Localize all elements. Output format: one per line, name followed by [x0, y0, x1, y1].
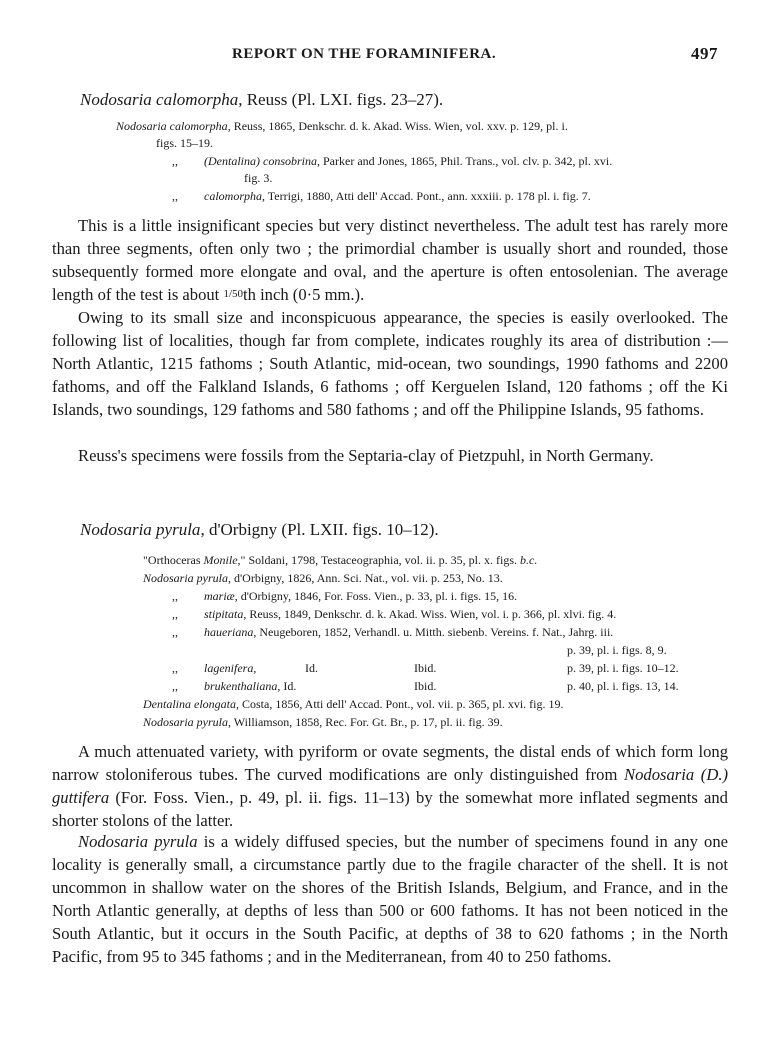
species-authority: , Reuss (Pl. LXI. figs. 23–27). [238, 90, 444, 109]
synonym-line-cont: p. 39, pl. i. figs. 8, 9. [567, 643, 667, 657]
species-heading-pyrula [80, 520, 439, 540]
synonym-line: Nodosaria pyrula, Williamson, 1858, Rec. For. Gt. Br., p. 17, pl. ii. fig. 39. [143, 715, 503, 729]
synonym-line: ,, haueriana, Neugeboren, 1852, Verhandl. u. Mitth. siebenb. Vereins. f. Nat., Jahrg. iii. [172, 625, 614, 639]
synonym-line: Nodosaria pyrula, d'Orbigny, 1826, Ann. Sci. Nat., vol. vii. p. 253, No. 13. [143, 571, 503, 585]
running-title: REPORT ON THE FORAMINIFERA. [232, 46, 497, 62]
synonym-line: "Orthoceras Monile," Soldani, 1798, Testaceographia, vol. ii. p. 35, pl. x. figs. b.c. [143, 553, 538, 567]
synonym-line: ,, brukenthaliana, Id. Ibid. p. 40, pl. i. figs. 13, 14. [172, 679, 679, 693]
species-name: Nodosaria pyrula [80, 520, 201, 539]
synonym-line: ,, (Dentalina) consobrina, Parker and Jones, 1865, Phil. Trans., vol. clv. p. 342, pl. xvi. [172, 154, 613, 168]
synonym-line: ,, lagenifera, Id. Ibid. p. 39, pl. i. figs. 10–12. [172, 661, 679, 675]
synonym-line-cont: fig. 3. [244, 171, 273, 185]
species-name: Nodosaria calomorpha [80, 90, 239, 109]
fraction: 1/50 [223, 288, 244, 300]
paragraph: Nodosaria pyrula is a widely diffused species, but the number of specimens found in any one locality is generally small, a circumstance partly due to the fragile character of the shell. It is not uncommon in shallow water on the shores of the British Islands, Belgium, and France, and in the North Atlantic generally, at depths of less than 500 or 600 fathoms. It has not been noticed in the South Atlantic, but it occurs in the South Pacific, at depths of 38 to 620 fathoms ; in the North Pacific, from 95 to 345 fathoms ; and in the Mediterranean, from 40 to 250 fathoms. [52, 832, 728, 966]
running-header [0, 44, 776, 68]
paragraph: This is a little insignificant species but very distinct nevertheless. The adult test has rarely more than three segments, often only two ; the primordial chamber is usually short and rounded, those subsequently formed more elongate and oval, and the aperture is often entosolenian. The average length of the test is about 1/50th inch (0·5 mm.). [52, 216, 728, 304]
paragraph: Owing to its small size and inconspicuous appearance, the species is easily overlooked. The following list of localities, though far from complete, indicates roughly its area of distribution :—North Atlantic, 1215 fathoms ; South Atlantic, mid-ocean, two soundings, 1990 fathoms and 2200 fathoms, and off the Falkland Islands, 6 fathoms ; off Kerguelen Island, 120 fathoms ; off the Ki Islands, two soundings, 129 fathoms and 580 fathoms ; and off the Philippine Islands, 95 fathoms. [52, 308, 728, 419]
synonym-line-cont: figs. 15–19. [156, 136, 213, 150]
synonym-line: ,, mariæ, d'Orbigny, 1846, For. Foss. Vien., p. 33, pl. i. figs. 15, 16. [172, 589, 518, 603]
paragraph: A much attenuated variety, with pyriform or ovate segments, the distal ends of which form long narrow stoloniferous tubes. The curved modifications are only distinguished from Nodosaria (D.) guttifera (For. Foss. Vien., p. 49, pl. ii. figs. 11–13) by the somewhat more inflated segments and shorter stolons of the latter. [52, 742, 728, 830]
synonym-line: Dentalina elongata, Costa, 1856, Atti dell' Accad. Pont., vol. vii. p. 365, pl. xvi. fig. 19. [143, 697, 564, 711]
synonym-line: ,, stipitata, Reuss, 1849, Denkschr. d. k. Akad. Wiss. Wien, vol. i. p. 366, pl. xlvi. fig. 4. [172, 607, 617, 621]
synonym-line: ,, calomorpha, Terrigi, 1880, Atti dell' Accad. Pont., ann. xxxiii. p. 178 pl. i. fig. 7. [172, 189, 591, 203]
page-number: 497 [691, 44, 718, 63]
species-heading-calomorpha [80, 90, 443, 110]
paragraph: Reuss's specimens were fossils from the Septaria-clay of Pietzpuhl, in North Germany. [78, 446, 654, 465]
synonym-line: Nodosaria calomorpha, Reuss, 1865, Denkschr. d. k. Akad. Wiss. Wien, vol. xxv. p. 129, pl. i. [116, 119, 568, 133]
species-authority: , d'Orbigny (Pl. LXII. figs. 10–12). [200, 520, 439, 539]
